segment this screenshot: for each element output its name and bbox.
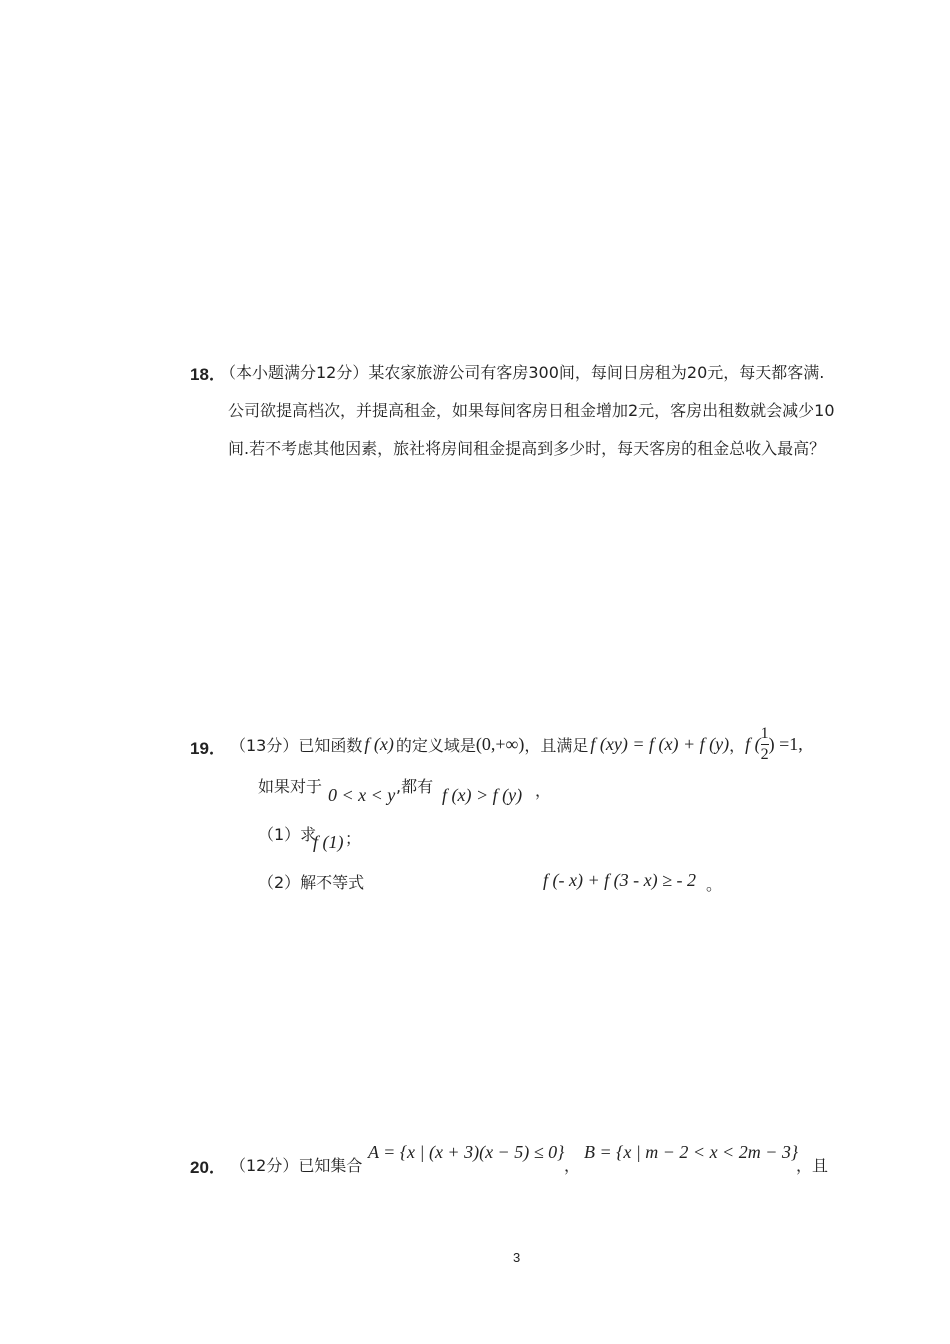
part-1-end: ； — [345, 829, 362, 848]
function-fx: f (x) — [364, 733, 394, 754]
fraction-numerator: 1 — [760, 724, 769, 742]
question-18-line-1: （本小题满分12分）某农家旅游公司有客房300间，每间日房租为20元，每天都客满. — [220, 363, 825, 382]
fraction-one-half — [761, 726, 769, 763]
functional-equation: f (xy) = f (x) + f (y) — [590, 733, 730, 754]
part-1-label: （1）求 — [258, 825, 317, 844]
question-20-end: ，且 — [796, 1156, 829, 1175]
condition-inequality: 0 < x < y — [328, 785, 396, 805]
question-19-intro: （13分）已知函数 — [230, 735, 363, 755]
f-half-prefix: f ( — [745, 733, 761, 754]
set-separator: ， — [564, 1156, 581, 1175]
question-19-line-1 — [230, 722, 803, 766]
question-18-line-2: 公司欲提高档次，并提高租金，如果每间客房日租金增加2元，客房出租数就会减少10 — [228, 401, 835, 420]
satisfy-label: ，且满足 — [524, 735, 589, 755]
comma: ， — [729, 735, 746, 755]
question-18-line-3: 间.若不考虑其他因素，旅社将房间租金提高到多少时，每天客房的租金总收入最高？ — [228, 439, 826, 458]
page-number: 3 — [513, 1250, 521, 1265]
domain-label: 的定义域是 — [395, 735, 476, 755]
domain-interval: (0,+∞) — [475, 733, 525, 754]
condition-mid: ,都有 — [396, 777, 434, 796]
condition-result: f (x) > f (y) — [442, 785, 523, 805]
f-half-suffix: ) =1, — [768, 733, 803, 754]
condition-end: ， — [535, 781, 552, 800]
set-b-definition: B = {x | m − 2 < x < 2m − 3} — [584, 1142, 799, 1162]
part-2-inequality: f (- x) + f (3 - x) ≥ - 2 — [543, 870, 696, 890]
question-20-intro: （12分）已知集合 — [230, 1156, 363, 1175]
question-20-number: 20． — [190, 1158, 226, 1177]
part-2-end: 。 — [706, 875, 723, 894]
fraction-denominator: 2 — [760, 745, 769, 763]
part-2-label: （2）解不等式 — [258, 873, 365, 892]
part-1-expression: f (1) — [313, 832, 344, 852]
question-19-number: 19． — [190, 739, 226, 758]
question-18-number: 18． — [190, 365, 226, 384]
condition-label: 如果对于 — [258, 777, 323, 796]
fraction-bar — [761, 744, 769, 745]
set-a-definition: A = {x | (x + 3)(x − 5) ≤ 0} — [368, 1142, 565, 1162]
